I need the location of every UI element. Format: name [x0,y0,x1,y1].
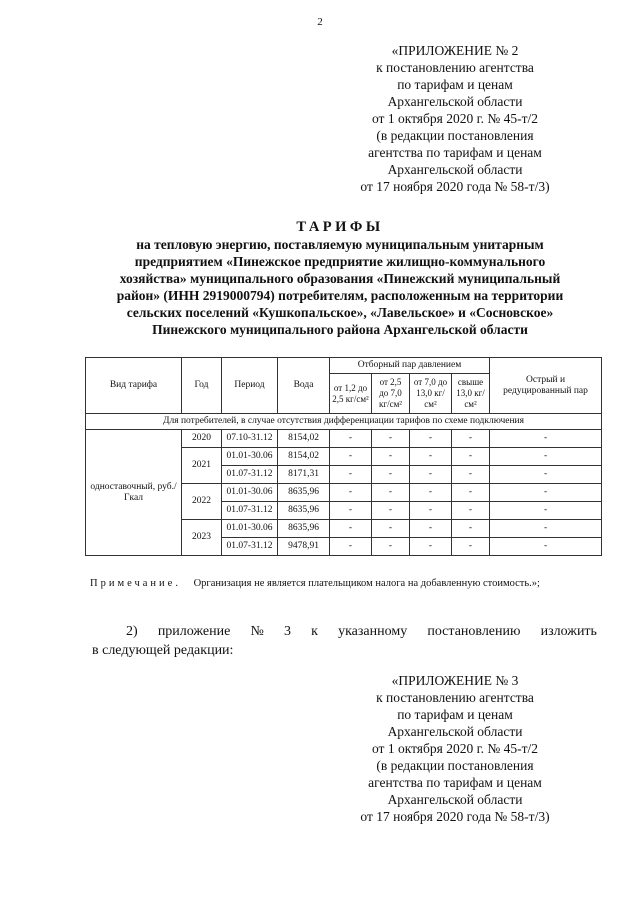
hot-steam-cell: - [490,538,602,556]
note-label: Примечание. [90,578,181,589]
period-cell: 07.10-31.12 [222,430,278,448]
tariff-subtitle-line: предприятием «Пинежское предприятие жилищно-коммунального [134,254,546,269]
paragraph-word: 2) [126,624,138,639]
appendix-3-line: Архангельской области [387,724,523,739]
pressure-2-cell: - [372,520,410,538]
pressure-1-cell: - [330,502,372,520]
paragraph-word: приложение [157,624,231,639]
header-pressure-2: от 2,5 до 7,0 кг/см² [372,374,410,414]
pressure-4-cell: - [452,466,490,484]
hot-steam-cell: - [490,430,602,448]
period-cell: 01.07-31.12 [222,538,278,556]
pressure-1-cell: - [330,466,372,484]
tariff-title: ТАРИФЫ [296,219,384,235]
tariff-subtitle-line: район» (ИНН 2919000794) потребителям, расположенным на территории [116,288,564,303]
paragraph-word: к [311,624,318,639]
hot-steam-cell: - [490,466,602,484]
appendix-2-line: по тарифам и ценам [397,77,513,92]
header-pressure-1: от 1,2 до 2,5 кг/см² [330,374,372,414]
paragraph-word: изложить [540,624,597,639]
pressure-2-cell: - [372,430,410,448]
paragraph-word: 3 [283,624,291,639]
tariff-subtitle-line: Пинежского муниципального района Архангельской области [152,322,528,337]
hot-steam-cell: - [490,484,602,502]
period-cell: 01.01-30.06 [222,448,278,466]
water-cell: 8154,02 [278,448,330,466]
water-cell: 9478,91 [278,538,330,556]
pressure-2-cell: - [372,448,410,466]
tariff-subtitle-line: хозяйства» муниципального образования «Пинежский муниципальный [119,271,561,286]
appendix-3-line: Архангельской области [387,792,523,807]
page-number: 2 [317,16,323,28]
appendix-2-line: «ПРИЛОЖЕНИЕ № 2 [391,43,519,58]
table-row [86,430,602,448]
pressure-3-cell: - [410,502,452,520]
period-cell: 01.07-31.12 [222,502,278,520]
paragraph-word: № [250,624,264,639]
appendix-2-line: к постановлению агентства [376,60,534,75]
pressure-3-cell: - [410,448,452,466]
paragraph-line [92,622,597,641]
header-hot-steam: Острый и редуцированный пар [490,358,602,414]
pressure-2-cell: - [372,538,410,556]
note-text: Организация не является плательщиком налога на добавленную стоимость.»; [193,578,540,589]
tariff-subtitle-line: на тепловую энергию, поставляемую муниципальным унитарным [136,237,544,252]
appendix-2-line: от 17 ноября 2020 года № 58-т/3) [360,179,550,194]
header-period: Период [222,358,278,414]
appendix-3-header [330,672,580,825]
period-cell: 01.01-30.06 [222,520,278,538]
water-cell: 8635,96 [278,502,330,520]
paragraph-line: в следующей редакции: [92,643,234,658]
appendix-2-line: Архангельской области [387,94,523,109]
header-pressure-4: свыше 13,0 кг/см² [452,374,490,414]
pressure-3-cell: - [410,538,452,556]
appendix-3-line: от 17 ноября 2020 года № 58-т/3) [360,809,550,824]
pressure-2-cell: - [372,502,410,520]
pressure-1-cell: - [330,448,372,466]
header-year: Год [182,358,222,414]
pressure-1-cell: - [330,430,372,448]
year-cell: 2022 [182,484,222,520]
tariff-type-cell: одноставочный, руб./Гкал [86,430,182,556]
appendix-2-header [330,42,580,195]
hot-steam-cell: - [490,448,602,466]
paragraph-word: постановлению [427,624,521,639]
hot-steam-cell: - [490,520,602,538]
appendix-2-line: агентства по тарифам и ценам [368,145,542,160]
table-note [90,578,630,589]
appendix-2-line: Архангельской области [387,162,523,177]
pressure-2-cell: - [372,466,410,484]
hot-steam-cell: - [490,502,602,520]
water-cell: 8635,96 [278,484,330,502]
pressure-3-cell: - [410,430,452,448]
water-cell: 8635,96 [278,520,330,538]
tariff-title-block [70,218,610,338]
appendix-3-line: «ПРИЛОЖЕНИЕ № 3 [391,673,519,688]
paragraph-word: указанному [338,624,408,639]
appendix-3-line: по тарифам и ценам [397,707,513,722]
tariff-table [85,357,602,556]
period-cell: 01.07-31.12 [222,466,278,484]
section-row: Для потребителей, в случае отсутствия дифференциации тарифов по схеме подключения [86,414,602,430]
appendix-2-line: от 1 октября 2020 г. № 45-т/2 [371,111,539,126]
pressure-4-cell: - [452,520,490,538]
year-cell: 2021 [182,448,222,484]
pressure-4-cell: - [452,484,490,502]
amendment-paragraph [92,622,597,660]
pressure-3-cell: - [410,520,452,538]
appendix-3-line: агентства по тарифам и ценам [368,775,542,790]
header-steam: Отборный пар давлением [330,358,490,374]
pressure-3-cell: - [410,466,452,484]
pressure-1-cell: - [330,484,372,502]
pressure-3-cell: - [410,484,452,502]
pressure-4-cell: - [452,448,490,466]
water-cell: 8171,31 [278,466,330,484]
water-cell: 8154,02 [278,430,330,448]
header-water: Вода [278,358,330,414]
appendix-3-line: к постановлению агентства [376,690,534,705]
appendix-3-line: (в редакции постановления [376,758,534,773]
pressure-4-cell: - [452,538,490,556]
year-cell: 2023 [182,520,222,556]
pressure-1-cell: - [330,538,372,556]
pressure-2-cell: - [372,484,410,502]
appendix-2-line: (в редакции постановления [376,128,534,143]
pressure-4-cell: - [452,502,490,520]
header-tariff-type: Вид тарифа [86,358,182,414]
pressure-4-cell: - [452,430,490,448]
tariff-subtitle-line: сельских поселений «Кушкопальское», «Лавельское» и «Сосновское» [126,305,554,320]
year-cell: 2020 [182,430,222,448]
header-pressure-3: от 7,0 до 13,0 кг/см² [410,374,452,414]
period-cell: 01.01-30.06 [222,484,278,502]
pressure-1-cell: - [330,520,372,538]
appendix-3-line: от 1 октября 2020 г. № 45-т/2 [371,741,539,756]
